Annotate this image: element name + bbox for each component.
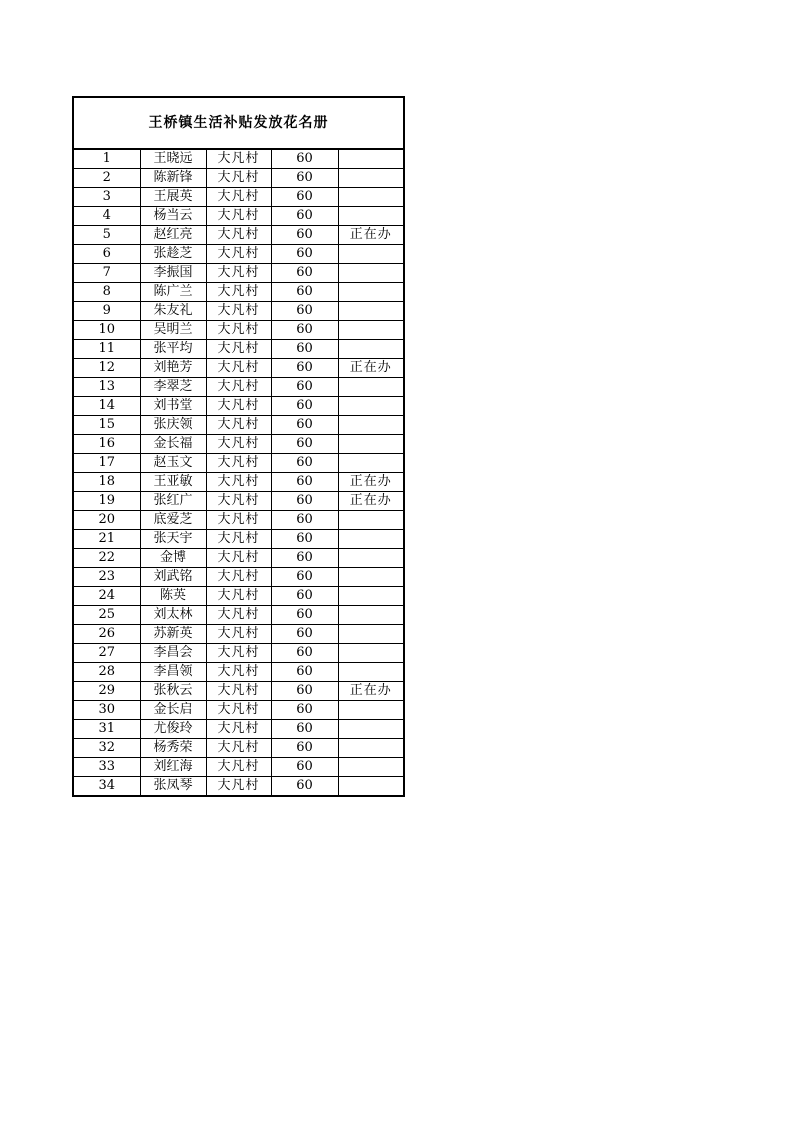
cell-name: 金长福 (140, 435, 206, 454)
cell-village: 大凡村 (206, 169, 271, 188)
cell-number: 33 (73, 758, 140, 777)
cell-village: 大凡村 (206, 549, 271, 568)
cell-number: 4 (73, 207, 140, 226)
cell-name: 李振国 (140, 264, 206, 283)
table-row (73, 188, 404, 207)
table-row (73, 359, 404, 378)
table-row (73, 644, 404, 663)
table-row (73, 663, 404, 682)
cell-village: 大凡村 (206, 397, 271, 416)
cell-village: 大凡村 (206, 321, 271, 340)
cell-number: 21 (73, 530, 140, 549)
table-row (73, 492, 404, 511)
cell-village: 大凡村 (206, 568, 271, 587)
cell-name: 底爱芝 (140, 511, 206, 530)
cell-amount: 60 (271, 169, 338, 188)
cell-note (338, 644, 404, 663)
cell-number: 11 (73, 340, 140, 359)
cell-amount: 60 (271, 245, 338, 264)
cell-name: 金博 (140, 549, 206, 568)
cell-number: 7 (73, 264, 140, 283)
cell-name: 刘书堂 (140, 397, 206, 416)
cell-note (338, 207, 404, 226)
cell-amount: 60 (271, 777, 338, 797)
cell-amount: 60 (271, 492, 338, 511)
cell-note (338, 321, 404, 340)
cell-name: 刘红海 (140, 758, 206, 777)
cell-note (338, 777, 404, 797)
cell-amount: 60 (271, 739, 338, 758)
cell-note (338, 720, 404, 739)
cell-name: 杨秀荣 (140, 739, 206, 758)
cell-number: 9 (73, 302, 140, 321)
cell-village: 大凡村 (206, 149, 271, 169)
table-row (73, 245, 404, 264)
cell-amount: 60 (271, 302, 338, 321)
cell-amount: 60 (271, 264, 338, 283)
cell-number: 10 (73, 321, 140, 340)
cell-note (338, 454, 404, 473)
cell-amount: 60 (271, 149, 338, 169)
table-row (73, 758, 404, 777)
cell-amount: 60 (271, 321, 338, 340)
cell-amount: 60 (271, 340, 338, 359)
cell-note (338, 663, 404, 682)
table-row (73, 530, 404, 549)
cell-village: 大凡村 (206, 777, 271, 797)
cell-number: 2 (73, 169, 140, 188)
cell-village: 大凡村 (206, 511, 271, 530)
cell-name: 刘艳芳 (140, 359, 206, 378)
cell-number: 14 (73, 397, 140, 416)
cell-note (338, 758, 404, 777)
cell-village: 大凡村 (206, 682, 271, 701)
cell-note (338, 188, 404, 207)
cell-note: 正在办 (338, 492, 404, 511)
table-row (73, 511, 404, 530)
cell-name: 陈英 (140, 587, 206, 606)
table-row (73, 549, 404, 568)
cell-amount: 60 (271, 226, 338, 245)
cell-amount: 60 (271, 435, 338, 454)
cell-amount: 60 (271, 587, 338, 606)
table-row (73, 587, 404, 606)
cell-name: 赵玉文 (140, 454, 206, 473)
cell-number: 23 (73, 568, 140, 587)
table-row (73, 720, 404, 739)
cell-name: 王亚敏 (140, 473, 206, 492)
cell-note (338, 701, 404, 720)
cell-note (338, 549, 404, 568)
cell-name: 尤俊玲 (140, 720, 206, 739)
cell-number: 5 (73, 226, 140, 245)
cell-village: 大凡村 (206, 207, 271, 226)
subsidy-roster-table (72, 96, 405, 797)
cell-name: 张天宇 (140, 530, 206, 549)
title-row (73, 97, 404, 149)
cell-village: 大凡村 (206, 644, 271, 663)
cell-amount: 60 (271, 549, 338, 568)
table-row (73, 606, 404, 625)
table-row (73, 264, 404, 283)
cell-amount: 60 (271, 454, 338, 473)
cell-village: 大凡村 (206, 245, 271, 264)
table-row (73, 454, 404, 473)
cell-village: 大凡村 (206, 701, 271, 720)
cell-number: 15 (73, 416, 140, 435)
cell-note (338, 739, 404, 758)
cell-number: 32 (73, 739, 140, 758)
cell-number: 24 (73, 587, 140, 606)
cell-village: 大凡村 (206, 530, 271, 549)
cell-name: 杨当云 (140, 207, 206, 226)
table-row (73, 226, 404, 245)
table-row (73, 169, 404, 188)
cell-number: 29 (73, 682, 140, 701)
cell-number: 1 (73, 149, 140, 169)
cell-note (338, 245, 404, 264)
cell-village: 大凡村 (206, 378, 271, 397)
cell-number: 6 (73, 245, 140, 264)
roster-body (73, 97, 404, 796)
cell-note (338, 530, 404, 549)
table-row (73, 321, 404, 340)
cell-number: 3 (73, 188, 140, 207)
cell-note (338, 302, 404, 321)
cell-note (338, 397, 404, 416)
cell-note (338, 340, 404, 359)
cell-name: 李昌会 (140, 644, 206, 663)
cell-village: 大凡村 (206, 663, 271, 682)
cell-amount: 60 (271, 378, 338, 397)
cell-name: 金长启 (140, 701, 206, 720)
cell-village: 大凡村 (206, 625, 271, 644)
cell-village: 大凡村 (206, 720, 271, 739)
cell-amount: 60 (271, 416, 338, 435)
cell-note (338, 606, 404, 625)
cell-amount: 60 (271, 606, 338, 625)
cell-number: 31 (73, 720, 140, 739)
cell-village: 大凡村 (206, 302, 271, 321)
table-row (73, 340, 404, 359)
cell-number: 18 (73, 473, 140, 492)
cell-note (338, 149, 404, 169)
cell-amount: 60 (271, 397, 338, 416)
cell-village: 大凡村 (206, 188, 271, 207)
cell-name: 王展英 (140, 188, 206, 207)
table-row (73, 682, 404, 701)
cell-name: 张秋云 (140, 682, 206, 701)
cell-note (338, 587, 404, 606)
cell-note (338, 435, 404, 454)
cell-amount: 60 (271, 663, 338, 682)
cell-amount: 60 (271, 758, 338, 777)
cell-name: 张庆领 (140, 416, 206, 435)
cell-number: 12 (73, 359, 140, 378)
cell-village: 大凡村 (206, 454, 271, 473)
table-row (73, 568, 404, 587)
cell-name: 吴明兰 (140, 321, 206, 340)
cell-number: 20 (73, 511, 140, 530)
cell-name: 朱友礼 (140, 302, 206, 321)
table-row (73, 777, 404, 797)
cell-name: 李翠芝 (140, 378, 206, 397)
cell-village: 大凡村 (206, 758, 271, 777)
cell-name: 苏新英 (140, 625, 206, 644)
cell-village: 大凡村 (206, 606, 271, 625)
cell-village: 大凡村 (206, 473, 271, 492)
cell-number: 17 (73, 454, 140, 473)
cell-number: 19 (73, 492, 140, 511)
table-row (73, 416, 404, 435)
table-row (73, 435, 404, 454)
cell-note: 正在办 (338, 359, 404, 378)
cell-village: 大凡村 (206, 264, 271, 283)
cell-note (338, 283, 404, 302)
table-row (73, 397, 404, 416)
cell-amount: 60 (271, 530, 338, 549)
cell-name: 刘武铭 (140, 568, 206, 587)
cell-name: 张平均 (140, 340, 206, 359)
cell-number: 8 (73, 283, 140, 302)
cell-number: 16 (73, 435, 140, 454)
cell-village: 大凡村 (206, 340, 271, 359)
cell-note: 正在办 (338, 682, 404, 701)
document-title: 王桥镇生活补贴发放花名册 (73, 97, 404, 149)
cell-note (338, 169, 404, 188)
table-row (73, 283, 404, 302)
cell-amount: 60 (271, 568, 338, 587)
cell-village: 大凡村 (206, 587, 271, 606)
table-row (73, 302, 404, 321)
cell-name: 赵红亮 (140, 226, 206, 245)
table-row (73, 207, 404, 226)
cell-amount: 60 (271, 625, 338, 644)
cell-number: 13 (73, 378, 140, 397)
cell-note: 正在办 (338, 226, 404, 245)
cell-amount: 60 (271, 701, 338, 720)
cell-name: 张趁芝 (140, 245, 206, 264)
cell-name: 陈广兰 (140, 283, 206, 302)
table-row (73, 378, 404, 397)
cell-name: 陈新锋 (140, 169, 206, 188)
cell-note (338, 625, 404, 644)
cell-village: 大凡村 (206, 359, 271, 378)
cell-amount: 60 (271, 473, 338, 492)
cell-amount: 60 (271, 207, 338, 226)
table-row (73, 149, 404, 169)
cell-village: 大凡村 (206, 435, 271, 454)
table-row (73, 739, 404, 758)
cell-village: 大凡村 (206, 492, 271, 511)
cell-note (338, 568, 404, 587)
cell-name: 李昌领 (140, 663, 206, 682)
cell-amount: 60 (271, 644, 338, 663)
cell-note (338, 264, 404, 283)
cell-note: 正在办 (338, 473, 404, 492)
cell-number: 25 (73, 606, 140, 625)
cell-village: 大凡村 (206, 283, 271, 302)
cell-name: 张凤琴 (140, 777, 206, 797)
cell-village: 大凡村 (206, 416, 271, 435)
cell-note (338, 511, 404, 530)
cell-village: 大凡村 (206, 739, 271, 758)
table-row (73, 473, 404, 492)
cell-amount: 60 (271, 682, 338, 701)
cell-number: 27 (73, 644, 140, 663)
table-row (73, 701, 404, 720)
cell-amount: 60 (271, 188, 338, 207)
cell-name: 刘太林 (140, 606, 206, 625)
cell-number: 26 (73, 625, 140, 644)
cell-amount: 60 (271, 283, 338, 302)
cell-name: 王晓远 (140, 149, 206, 169)
cell-village: 大凡村 (206, 226, 271, 245)
cell-number: 30 (73, 701, 140, 720)
cell-note (338, 416, 404, 435)
cell-number: 34 (73, 777, 140, 797)
cell-amount: 60 (271, 511, 338, 530)
cell-number: 28 (73, 663, 140, 682)
cell-name: 张红广 (140, 492, 206, 511)
cell-amount: 60 (271, 720, 338, 739)
cell-number: 22 (73, 549, 140, 568)
cell-amount: 60 (271, 359, 338, 378)
table-row (73, 625, 404, 644)
cell-note (338, 378, 404, 397)
